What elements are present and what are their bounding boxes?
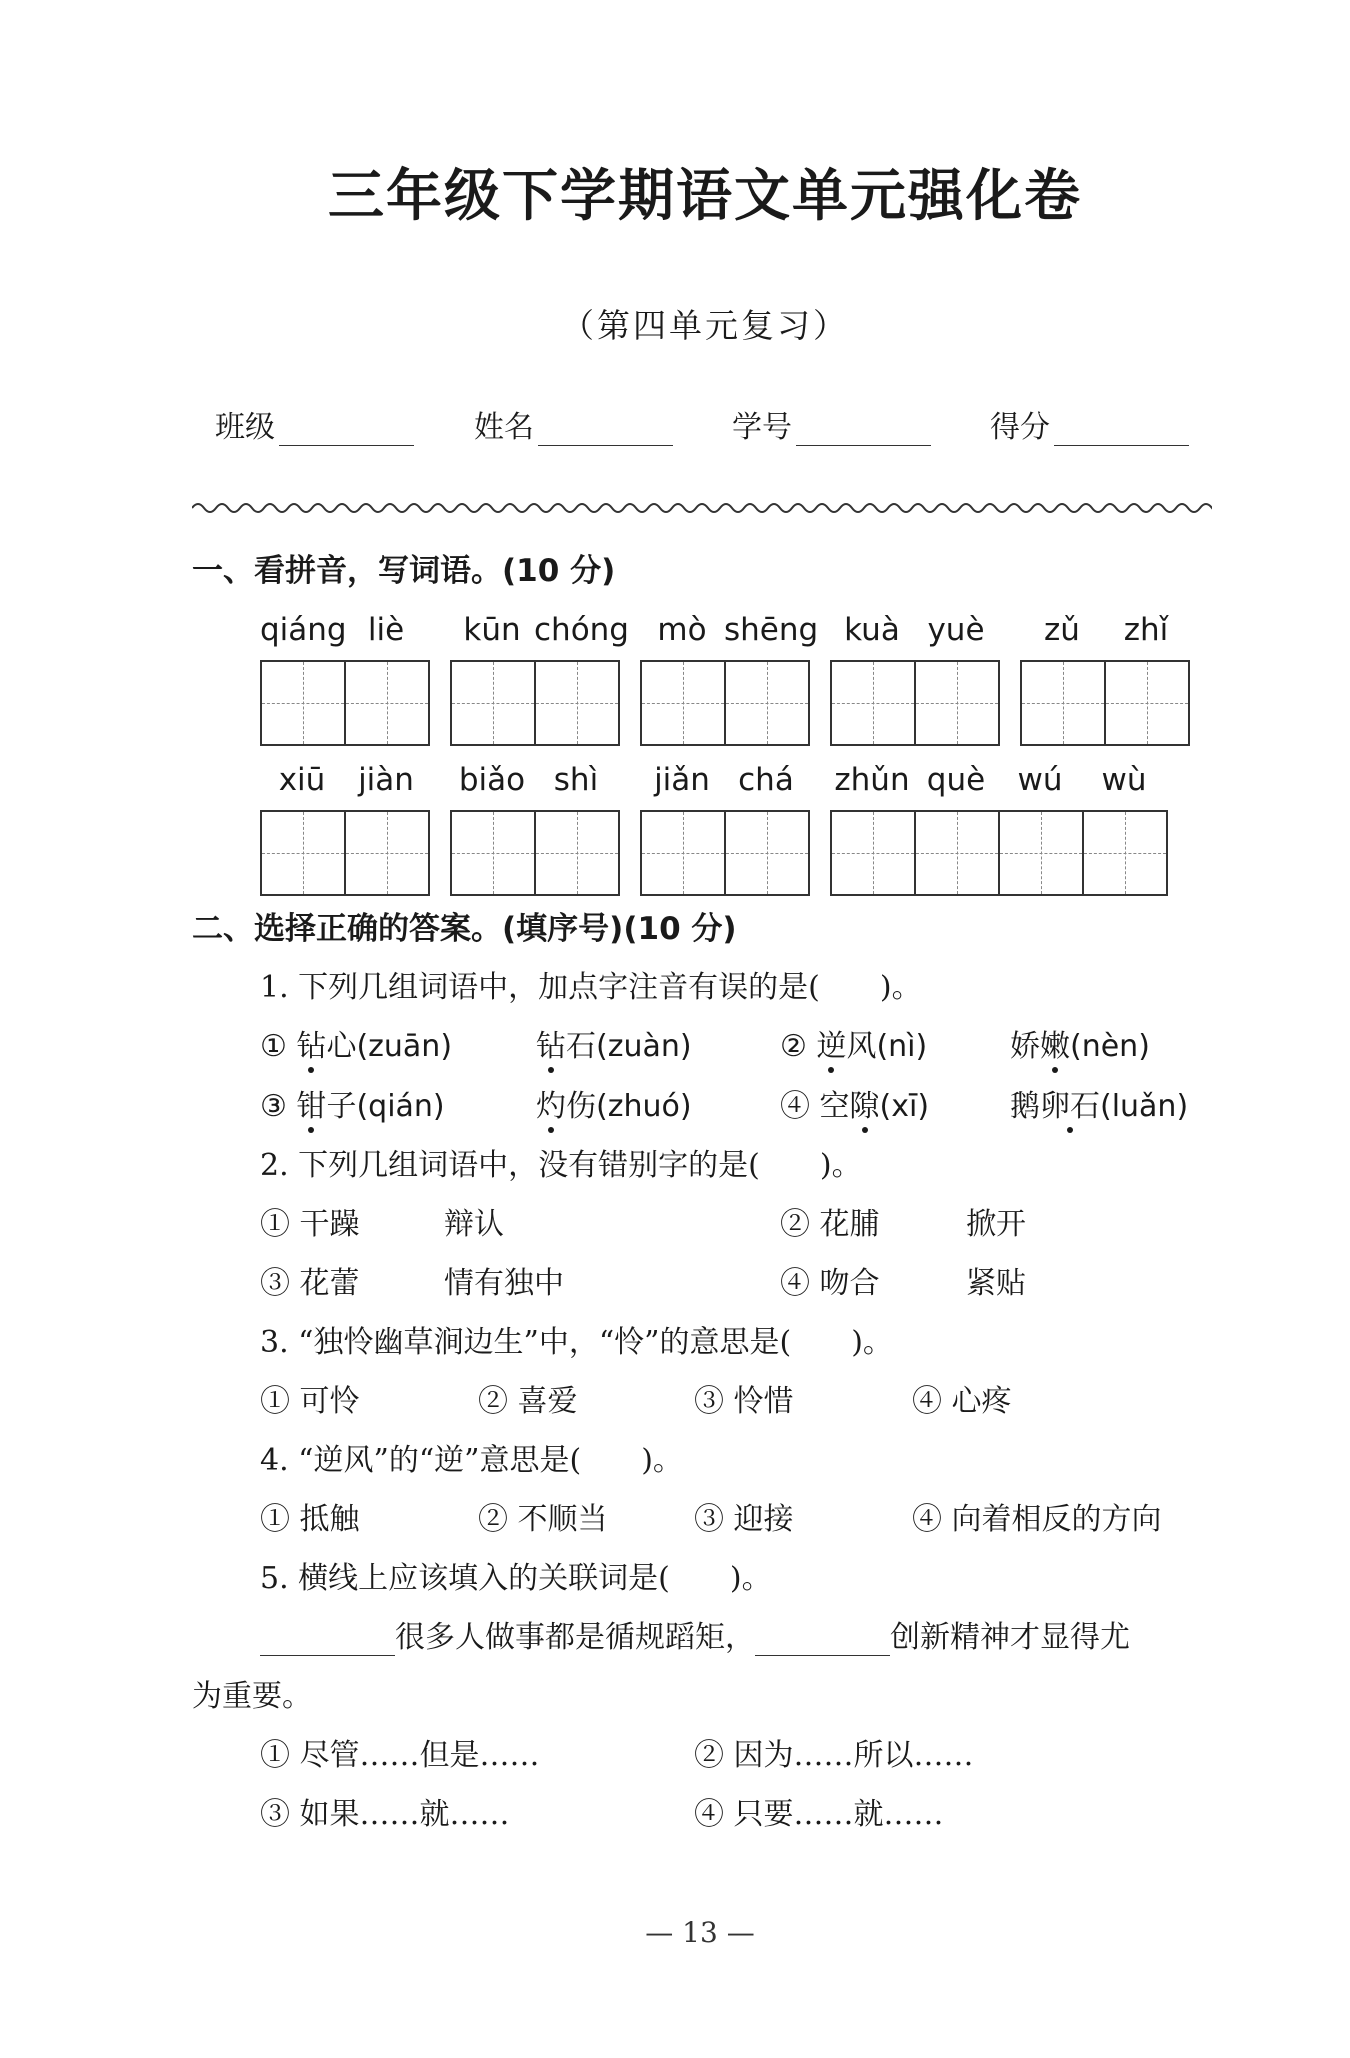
score-field <box>990 402 1189 446</box>
question-5-stem: 5. 横线上应该填入的关联词是( )。 <box>260 1561 772 1596</box>
pinyin-syllable: shì <box>553 762 599 798</box>
q2-option-1 <box>260 1199 360 1243</box>
question-3-stem: 3. “独怜幽草涧边生”中，“怜”的意思是( )。 <box>260 1325 893 1360</box>
plain-char: 子 <box>326 1089 357 1124</box>
q4-option-1: ① 抵触 <box>260 1502 360 1537</box>
pinyin-annotation: (xī) <box>879 1089 930 1124</box>
student-info-row <box>0 402 1350 452</box>
option-marker: ④ <box>780 1089 810 1124</box>
pinyin-annotation: (zuàn) <box>596 1029 692 1064</box>
section-1-heading: 一、看拼音，写词语。(10 分) <box>192 553 616 589</box>
writing-grid[interactable] <box>260 660 430 746</box>
pinyin-group-7 <box>450 762 620 902</box>
option-marker: ② <box>780 1029 807 1064</box>
q5-option-1: ① 尽管……但是…… <box>260 1738 540 1773</box>
q4-option-3: ③ 迎接 <box>694 1502 794 1537</box>
writing-grid[interactable] <box>450 810 620 896</box>
option-word: 吻合 <box>819 1266 880 1301</box>
score-blank[interactable] <box>1054 411 1189 446</box>
pinyin-annotation: (zuān) <box>356 1029 453 1064</box>
answer-blank[interactable] <box>755 1625 890 1656</box>
writing-grid[interactable] <box>450 660 620 746</box>
plain-char: 风 <box>846 1029 877 1064</box>
q5-option-2: ② 因为……所以…… <box>694 1738 974 1773</box>
pinyin-group-9 <box>830 762 1170 902</box>
option-marker: ③ <box>260 1089 287 1124</box>
q2-option-4 <box>780 1258 880 1302</box>
class-blank[interactable] <box>279 411 414 446</box>
pinyin-annotation: (nì) <box>876 1029 928 1064</box>
pinyin-syllable: wù <box>1101 762 1147 798</box>
wavy-divider <box>192 498 1212 518</box>
q1-option-4a <box>780 1081 929 1125</box>
q5-sentence-continued: 为重要。 <box>192 1679 312 1714</box>
pinyin-syllable: wú <box>1017 762 1063 798</box>
option-marker: ② <box>780 1207 810 1242</box>
dotted-char: 灼 <box>536 1081 566 1125</box>
name-blank[interactable] <box>538 411 673 446</box>
pinyin-annotation: (zhuó) <box>596 1089 692 1124</box>
student-number-label: 学号 <box>732 410 792 445</box>
dotted-char: 卵石 <box>1040 1081 1100 1125</box>
writing-grid[interactable] <box>260 810 430 896</box>
question-1-stem: 1. 下列几组词语中，加点字注音有误的是( )。 <box>260 970 922 1005</box>
option-marker: ④ <box>780 1266 810 1301</box>
q4-option-2: ② 不顺当 <box>478 1502 608 1537</box>
dotted-char: 钳 <box>296 1081 326 1125</box>
dotted-char: 隙 <box>850 1081 880 1125</box>
option-marker: ① <box>260 1029 287 1064</box>
pinyin-syllable: jiàn <box>358 762 414 798</box>
page-subtitle: （第四单元复习） <box>561 306 849 345</box>
q4-option-4: ④ 向着相反的方向 <box>912 1502 1162 1537</box>
writing-grid[interactable] <box>830 660 1000 746</box>
plain-char: 石 <box>566 1029 596 1064</box>
plain-char: 心 <box>326 1029 357 1064</box>
pinyin-syllable: liè <box>367 612 405 648</box>
writing-grid[interactable] <box>1020 660 1190 746</box>
question-4-stem: 4. “逆风”的“逆”意思是( )。 <box>260 1443 683 1478</box>
sentence-part-b: 创新精神才显得尤 <box>890 1620 1130 1655</box>
sentence-part-a: 很多人做事都是循规蹈矩， <box>395 1620 755 1655</box>
option-marker: ① <box>260 1207 290 1242</box>
q1-option-2b <box>1010 1021 1150 1065</box>
class-label: 班级 <box>215 410 275 445</box>
pinyin-group-5 <box>1020 612 1190 752</box>
name-label: 姓名 <box>474 410 534 445</box>
q1-option-1b <box>536 1021 692 1065</box>
q5-option-3: ③ 如果……就…… <box>260 1797 510 1832</box>
pinyin-syllable: qiáng <box>260 612 347 648</box>
pinyin-annotation: (luǎn) <box>1100 1089 1189 1124</box>
q5-sentence-line <box>260 1612 1130 1656</box>
pinyin-annotation: (qián) <box>356 1089 445 1124</box>
q1-option-3b <box>536 1081 692 1125</box>
q1-option-2a <box>780 1021 927 1065</box>
pinyin-syllable: biǎo <box>458 762 526 798</box>
pinyin-syllable: kūn <box>463 612 521 648</box>
q2-option-3-word-2: 情有独中 <box>444 1266 564 1301</box>
page-title: 三年级下学期语文单元强化卷 <box>328 164 1082 229</box>
dotted-char: 逆 <box>816 1021 846 1065</box>
pinyin-syllable: yuè <box>927 612 985 648</box>
plain-char: 鹅 <box>1010 1089 1040 1124</box>
pinyin-group-4 <box>830 612 1000 752</box>
pinyin-syllable: mò <box>657 612 707 648</box>
plain-char: 娇 <box>1010 1029 1040 1064</box>
student-number-blank[interactable] <box>796 411 931 446</box>
q3-option-3: ③ 怜惜 <box>694 1384 794 1419</box>
section-2-heading: 二、选择正确的答案。(填序号)(10 分) <box>192 911 737 947</box>
dotted-char: 钻 <box>536 1021 566 1065</box>
writing-grid[interactable] <box>640 660 810 746</box>
pinyin-syllable: chá <box>738 762 794 798</box>
pinyin-syllable: shēng <box>724 612 819 648</box>
class-field <box>215 402 414 446</box>
q3-option-4: ④ 心疼 <box>912 1384 1012 1419</box>
option-word: 花蕾 <box>299 1266 360 1301</box>
pinyin-syllable: zǔ <box>1044 612 1080 648</box>
q5-option-4: ④ 只要……就…… <box>694 1797 944 1832</box>
writing-grid[interactable] <box>830 810 1168 896</box>
pinyin-syllable: chóng <box>534 612 629 648</box>
pinyin-syllable: jiǎn <box>654 762 710 798</box>
pinyin-group-2 <box>450 612 629 752</box>
name-field <box>474 402 673 446</box>
pinyin-syllable: xiū <box>278 762 326 798</box>
q1-option-1a <box>260 1021 452 1065</box>
pinyin-group-8 <box>640 762 810 902</box>
pinyin-syllable: zhǐ <box>1123 612 1169 648</box>
q2-option-3 <box>260 1258 360 1302</box>
pinyin-syllable: què <box>926 762 986 798</box>
option-word: 干躁 <box>299 1207 360 1242</box>
plain-char: 伤 <box>566 1089 596 1124</box>
dotted-char: 嫩 <box>1040 1021 1070 1065</box>
dotted-char: 钻 <box>296 1021 326 1065</box>
q2-option-4-word-2: 紧贴 <box>966 1266 1026 1301</box>
question-2-stem: 2. 下列几组词语中，没有错别字的是( )。 <box>260 1148 862 1183</box>
page-number: — 13 — <box>645 1916 755 1949</box>
option-word: 花脯 <box>819 1207 880 1242</box>
pinyin-group-1 <box>260 612 430 752</box>
writing-grid[interactable] <box>640 810 810 896</box>
option-marker: ③ <box>260 1266 290 1301</box>
q1-option-4b <box>1010 1081 1188 1125</box>
pinyin-syllable: zhǔn <box>834 762 910 798</box>
q2-option-1-word-2: 辩认 <box>444 1207 504 1242</box>
student-number-field <box>732 402 931 446</box>
pinyin-group-6 <box>260 762 430 902</box>
q1-option-3a <box>260 1081 445 1125</box>
pinyin-group-3 <box>640 612 819 752</box>
answer-blank[interactable] <box>260 1625 395 1656</box>
score-label: 得分 <box>990 410 1050 445</box>
pinyin-syllable: kuà <box>844 612 900 648</box>
q2-option-2 <box>780 1199 880 1243</box>
q3-option-2: ② 喜爱 <box>478 1384 578 1419</box>
q3-option-1: ① 可怜 <box>260 1384 360 1419</box>
plain-char: 空 <box>819 1089 850 1124</box>
pinyin-annotation: (nèn) <box>1070 1029 1150 1064</box>
q2-option-2-word-2: 掀开 <box>966 1207 1026 1242</box>
